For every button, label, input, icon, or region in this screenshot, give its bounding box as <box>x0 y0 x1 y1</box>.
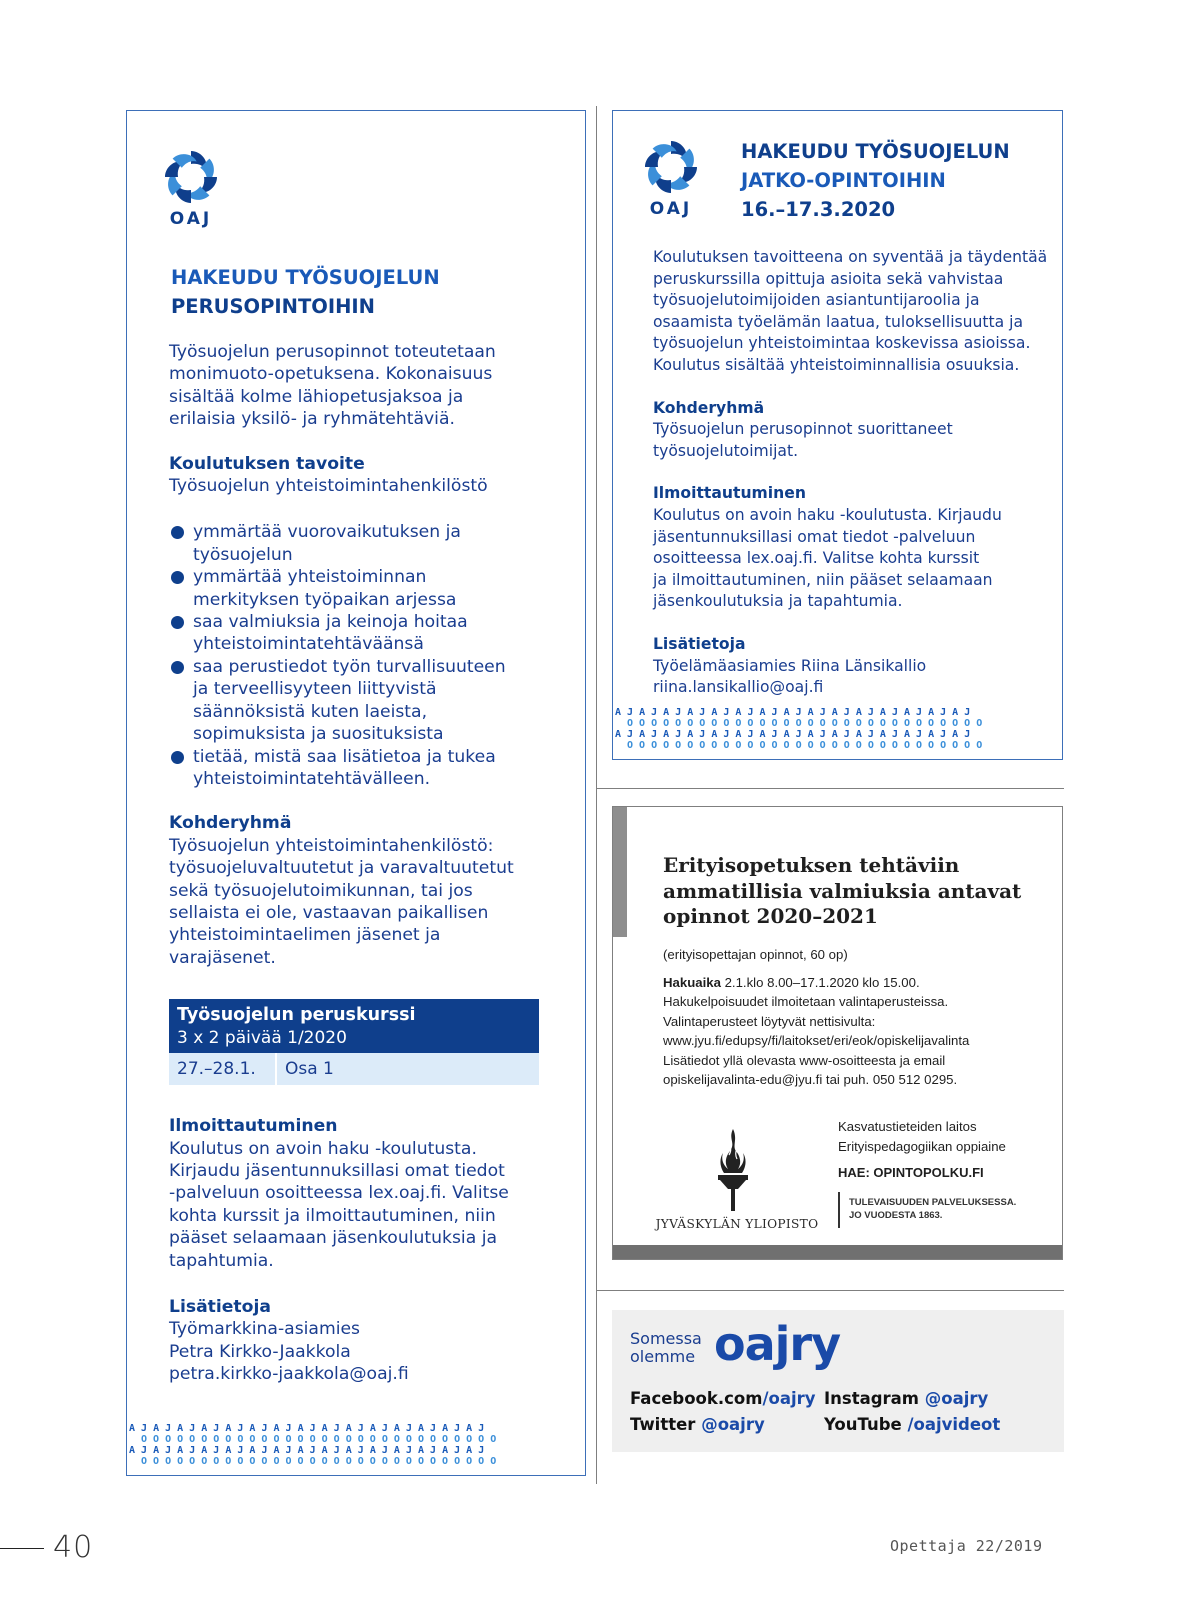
pattern-row-o: O O O O O O O O O O O O O O O O O O O O O O O O O O O O O O <box>141 1434 497 1445</box>
university-name: JYVÄSKYLÄN YLIOPISTO <box>655 1217 819 1231</box>
signup-line: kohta kurssit ja ilmoittautuminen, niin <box>169 1205 496 1226</box>
goal-bullet-list <box>169 521 559 790</box>
pattern-row-aj: A J A J A J A J A J A J A J A J A J A J A J A J A J A J A J <box>615 729 971 740</box>
jyu-ad <box>612 806 1063 1260</box>
signup-line: tapahtumia. <box>169 1250 274 1271</box>
page-number: 40 <box>53 1530 94 1565</box>
bullet-line: säännöksistä kuten laeista, <box>193 701 428 722</box>
bullet-line: tietää, mistä saa lisätietoa ja tukea <box>193 746 496 767</box>
somessa-line: Somessa <box>630 1329 702 1348</box>
signup-heading: Ilmoittautuminen <box>169 1116 338 1137</box>
signup-line: -palveluun osoitteessa lex.oaj.fi. Valitse <box>169 1183 509 1204</box>
info-line: Petra Kirkko-Jaakkola <box>169 1341 351 1362</box>
target-line: työsuojeluvaltuutetut ja varavaltuutetut <box>169 858 514 879</box>
left-ad-body <box>169 341 559 1386</box>
intro-line: erilaisia yksilö- ja ryhmätehtäviä. <box>169 409 455 430</box>
left-ad <box>126 110 586 1476</box>
instagram-label: Instagram <box>824 1389 925 1408</box>
oaj-logo-text: OAJ <box>169 209 213 229</box>
goal-heading: Koulutuksen tavoite <box>169 453 365 474</box>
signup-line: Koulutus on avoin haku -koulutusta. <box>169 1138 477 1159</box>
info-heading: Lisätietoja <box>169 1297 271 1317</box>
signup-heading: Ilmoittautuminen <box>653 484 806 503</box>
intro-paragraph <box>653 247 1053 377</box>
signup-line: pääset selaamaan jäsenkoulutuksia ja <box>169 1228 498 1249</box>
section-divider <box>596 788 1064 789</box>
target-heading: Kohderyhmä <box>169 813 292 834</box>
title-line: ammatillisia valmiuksia antavat <box>663 878 1022 903</box>
more-info-contact[interactable]: opiskelijavalinta-edu@jyu.fi tai puh. 050 512 0295. <box>663 1072 958 1087</box>
contact-email[interactable]: petra.kirkko-jaakkola@oaj.fi <box>169 1364 409 1385</box>
course-table-header <box>169 999 539 1053</box>
intro-line: työsuojelun yhteistoimintaa koskevissa asioissa. <box>653 334 1031 353</box>
contact-email[interactable]: riina.lansikallio@oaj.fi <box>653 678 824 697</box>
oajry-brand: oajry <box>714 1317 841 1371</box>
info-line: Työelämäasiamies Riina Länsikallio <box>653 656 927 675</box>
bullet-item <box>169 656 559 746</box>
bullet-line: työsuojelun <box>193 544 293 565</box>
jyu-torch-icon <box>706 1125 760 1217</box>
bullet-item <box>169 521 559 566</box>
instagram-handle: @oajry <box>924 1389 989 1408</box>
target-line: Työsuojelun yhteistoimintahenkilöstö: <box>169 835 494 856</box>
bullet-line: sopimuksista ja suosituksista <box>193 724 444 745</box>
pattern-row-aj: A J A J A J A J A J A J A J A J A J A J A J A J A J A J A J <box>129 1423 485 1434</box>
department-line: Kasvatustieteiden laitos <box>838 1119 977 1134</box>
intro-line: monimuoto-opetuksena. Kokonaisuus <box>169 364 493 385</box>
intro-line: Koulutuksen tavoitteena on syventää ja täydentää <box>653 248 1048 266</box>
aj-pattern <box>615 707 1061 757</box>
intro-paragraph <box>169 341 559 431</box>
department-block <box>838 1117 1058 1182</box>
signup-line: osoitteessa lex.oaj.fi. Valitse kohta kurssit <box>653 549 980 568</box>
headline-line-1: HAKEUDU TYÖSUOJELUN <box>741 140 1010 163</box>
bullet-line: ymmärtää vuorovaikutuksen ja <box>193 522 461 543</box>
bullet-line: saa valmiuksia ja keinoja hoitaa <box>193 612 468 633</box>
somessa-line: olemme <box>630 1347 696 1366</box>
oaj-swirl-icon <box>163 149 219 205</box>
pattern-row-aj: A J A J A J A J A J A J A J A J A J A J A J A J A J A J A J <box>615 707 971 718</box>
scope-text: (erityisopettajan opinnot, 60 op) <box>663 947 848 962</box>
target-line: Työsuojelun perusopinnot suorittaneet <box>653 420 953 439</box>
right-ad-headline <box>741 137 1051 224</box>
intro-line: sisältää kolme lähiopetusjaksoa ja <box>169 386 464 407</box>
target-line: yhteistoimintaelimen jäsenet ja <box>169 925 441 946</box>
pattern-row-o: O O O O O O O O O O O O O O O O O O O O O O O O O O O O O O <box>627 718 983 729</box>
headline-date: 16.–17.3.2020 <box>741 198 896 221</box>
more-info-line: Lisätiedot yllä olevasta www-osoitteesta ja email <box>663 1052 946 1068</box>
magazine-issue: Opettaja 22/2019 <box>890 1537 1043 1555</box>
aj-pattern <box>129 1423 583 1469</box>
grey-bottom-bar <box>613 1245 1062 1259</box>
info-heading: Lisätietoja <box>653 634 746 653</box>
social-row <box>630 1412 1060 1438</box>
headline-line-2: PERUSOPINTOIHIN <box>171 295 375 318</box>
deadline-text <box>663 973 1043 993</box>
youtube-link[interactable] <box>824 1412 1000 1438</box>
deadline-value: 2.1.klo 8.00–17.1.2020 klo 15.00. <box>720 974 920 990</box>
pattern-row-o: O O O O O O O O O O O O O O O O O O O O O O O O O O O O O O <box>141 1456 497 1467</box>
course-subtitle: 3 x 2 päivää 1/2020 <box>177 1028 347 1049</box>
signup-line: jäsenkoulutuksia ja tapahtumia. <box>653 592 903 611</box>
signup-line: Koulutus on avoin haku -koulutusta. Kirjaudu <box>653 505 1002 524</box>
right-top-ad <box>612 110 1063 760</box>
apply-link[interactable]: HAE: OPINTOPOLKU.FI <box>838 1165 984 1180</box>
signup-line: Kirjaudu jäsentunnuksillasi omat tiedot <box>169 1160 505 1181</box>
jyu-ad-info <box>663 945 1043 1090</box>
headline-line-1: HAKEUDU TYÖSUOJELUN <box>171 266 440 289</box>
target-line: sellaista ei ole, vastaavan paikallisen <box>169 902 489 923</box>
section-divider <box>596 1290 1064 1291</box>
signup-line: jäsentunnuksillasi omat tiedot -palveluun <box>653 527 976 546</box>
target-heading: Kohderyhmä <box>653 398 765 417</box>
column-divider <box>596 106 597 1484</box>
motto-line: JO VUODESTA 1863. <box>849 1210 943 1221</box>
social-links <box>630 1386 1060 1438</box>
twitter-link[interactable] <box>630 1412 824 1438</box>
intro-line: työsuojelutoimijoiden asiantuntijaroolia ja <box>653 291 980 310</box>
bullet-line: yhteistoimintatehtävälleen. <box>193 768 431 789</box>
department-line: Erityispedagogiikan oppiaine <box>838 1138 1006 1154</box>
bullet-line: saa perustiedot työn turvallisuuteen <box>193 656 506 677</box>
criteria-line: Valintaperusteet löytyvät nettisivulta: <box>663 1013 876 1029</box>
pattern-row-o: O O O O O O O O O O O O O O O O O O O O O O O O O O O O O O <box>627 740 983 751</box>
bullet-line: ymmärtää yhteistoiminnan <box>193 567 427 588</box>
intro-line: osaamista työelämän laatua, tuloksellisuutta ja <box>653 312 1024 331</box>
oaj-logo <box>163 149 219 229</box>
intro-line: Koulutus sisältää yhteistoiminnallisia osuuksia. <box>653 355 1020 374</box>
info-paragraph <box>169 1318 559 1385</box>
target-line: sekä työsuojelutoimikunnan, tai jos <box>169 880 473 901</box>
oaj-logo <box>643 139 699 219</box>
motto-divider <box>838 1192 840 1228</box>
facebook-label: Facebook.com <box>630 1389 763 1408</box>
goal-text: Työsuojelun yhteistoimintahenkilöstö <box>169 476 488 497</box>
bullet-line: yhteistoimintatehtäväänsä <box>193 634 424 655</box>
headline-line-2: JATKO-OPINTOIHIN <box>741 169 946 192</box>
deadline-label: Hakuaika <box>663 974 721 990</box>
bullet-item <box>169 566 559 611</box>
bullet-item <box>169 611 559 656</box>
signup-paragraph <box>169 1138 559 1272</box>
bullet-line: ja terveellisyyteen liittyvistä <box>193 679 437 700</box>
grey-accent-bar <box>613 807 627 937</box>
twitter-handle: @oajry <box>701 1415 765 1434</box>
course-part: Osa 1 <box>285 1059 334 1080</box>
facebook-handle: /oajry <box>762 1389 816 1408</box>
criteria-url[interactable]: www.jyu.fi/edupsy/fi/laitokset/eri/eok/opiskelijavalinta <box>663 1033 970 1048</box>
right-ad-body <box>653 247 1053 699</box>
deadline-note: Hakukelpoisuudet ilmoitetaan valintaperusteissa. <box>663 994 949 1009</box>
youtube-label: YouTube <box>824 1415 908 1434</box>
oaj-logo-text: OAJ <box>649 199 693 219</box>
target-line: työsuojelutoimijat. <box>653 441 799 460</box>
pattern-row-aj: A J A J A J A J A J A J A J A J A J A J A J A J A J A J A J <box>129 1445 485 1456</box>
somessa-label <box>630 1330 702 1366</box>
motto-line: TULEVAISUUDEN PALVELUKSESSA. <box>849 1197 1017 1208</box>
social-media-box <box>612 1310 1064 1452</box>
title-line: Erityisopetuksen tehtäviin <box>663 853 960 877</box>
facebook-link[interactable] <box>630 1386 824 1412</box>
course-table <box>169 999 539 1085</box>
footer-rule <box>0 1548 44 1549</box>
target-paragraph <box>169 835 559 969</box>
social-row <box>630 1386 1060 1412</box>
course-date: 27.–28.1. <box>169 1053 277 1085</box>
course-title: Työsuojelun peruskurssi <box>177 1005 416 1026</box>
target-line: varajäsenet. <box>169 947 276 968</box>
bullet-line: merkityksen työpaikan arjessa <box>193 589 457 610</box>
twitter-label: Twitter <box>630 1415 702 1434</box>
intro-line: Työsuojelun perusopinnot toteutetaan <box>169 342 496 362</box>
signup-line: ja ilmoittautuminen, niin pääset selaamaan <box>653 570 993 589</box>
university-motto <box>849 1196 1049 1222</box>
jyu-ad-title <box>663 853 1043 930</box>
youtube-handle: /oajvideot <box>907 1415 1001 1434</box>
info-line: Työmarkkina-asiamies <box>169 1319 360 1340</box>
left-ad-headline <box>171 263 531 321</box>
oaj-swirl-icon <box>643 139 699 195</box>
title-line: opinnot 2020–2021 <box>663 904 878 928</box>
intro-line: peruskurssilla opittuja asioita sekä vahvistaa <box>653 269 1004 288</box>
bullet-item <box>169 746 559 791</box>
course-table-row <box>169 1053 539 1085</box>
instagram-link[interactable] <box>824 1386 988 1412</box>
